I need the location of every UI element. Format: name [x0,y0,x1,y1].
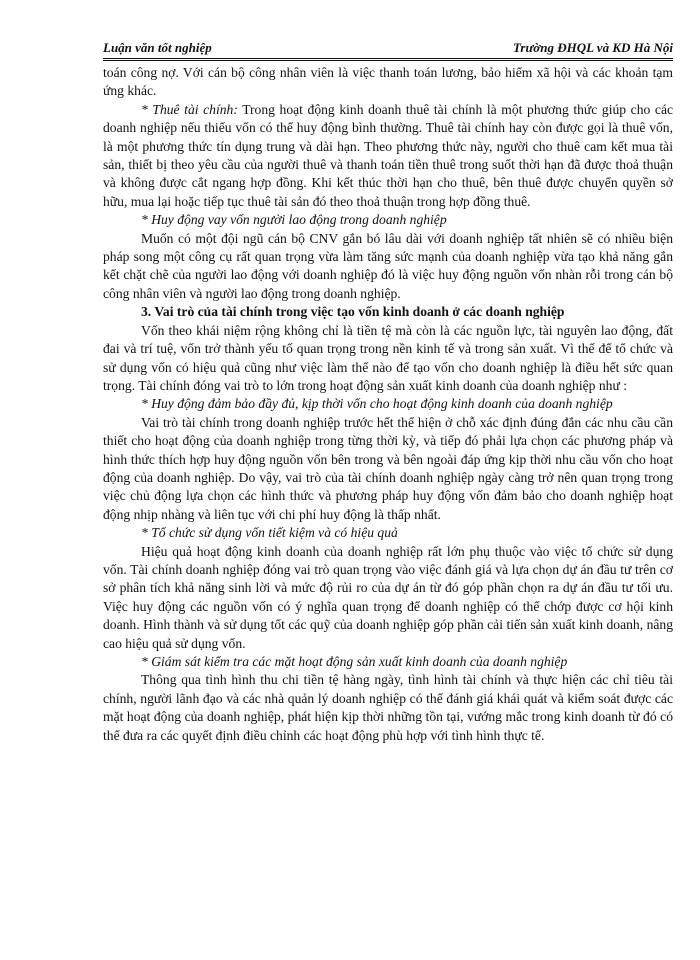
subheading: * Tổ chức sử dụng vốn tiết kiệm và có hiệu quả [141,525,398,541]
paragraph-lead: * Thuê tài chính: [141,101,238,117]
header-title-left: Luận văn tốt nghiệp [103,40,212,55]
paragraph: Muốn có một đội ngũ cán bộ CNV gắn bó lâu dài với doanh nghiệp tất nhiên sẽ có nhiều biện pháp song một công cụ rất quan trọng vừa làm tăng sức mạnh của doanh nghiệp vừa tạo khả năng gắn kết chặt chẽ của người lao động với doanh nghiệp đó là việc huy động nguồn vốn nhàn rỗi trong cán bộ công nhân viên và người lao động trong doanh nghiệp. [103,230,673,301]
paragraph: Vốn theo khái niệm rộng không chỉ là tiền tệ mà còn là các nguồn lực, tài nguyên lao động, đất đai và trí tuệ, vốn trở thành yếu tố quan trọng trong nền kinh tế và trong sản xuất. Vì thế để tổ chức và sử dụng vốn có hiệu quả cũng như việc làm thế nào để tạo vốn cho doanh nghiệp là điều hết sức quan trọng. Tài chính đóng vai trò to lớn trong hoạt động sản xuất kinh doanh của doanh nghiệp như : [103,322,673,393]
subheading: * Huy động đảm bảo đầy đủ, kịp thời vốn cho hoạt động kinh doanh của doanh nghiệp [141,396,613,412]
paragraph-text: Trong hoạt động kinh doanh thuê tài chính là một phương thức giúp cho các doanh nghiệp nếu thiếu vốn có thể huy động bình thường. Thuê tài chính hay còn được gọi là thuê vốn, là một phương thức tín dụng trung và dài hạn. Theo phương thức này, người cho thuê cam kết mua tài sản, thiết bị theo yêu cầu của người thuê và thanh toán tiền thuê trong suốt thời hạn đã được thoả thuận và không được cắt ngang hợp đồng. Khi kết thúc thời hạn cho thuê, bên thuê được chuyển quyền sở hữu, mua lại hoặc tiếp tục thuê tài sản đó theo thoả thuận trong hợp đồng thuê. [103,101,674,209]
document-body [103,64,673,745]
paragraph: toán công nợ. Với cán bộ công nhân viên là việc thanh toán lương, bảo hiểm xã hội và các khoản tạm ứng khác. [103,65,673,99]
header-title-right: Trường ĐHQL và KD Hà Nội [512,40,673,55]
paragraph: Vai trò tài chính trong doanh nghiệp trước hết thể hiện ở chỗ xác định đúng đắn các nhu cầu cần thiết cho hoạt động của doanh nghiệp trong từng thời kỳ, và tiếp đó phải lựa chọn các phương pháp và hình thức thích hợp huy động nguồn vốn bên trong và bên ngoài đáp ứng kịp thời nhu cầu vốn cho hoạt động của doanh nghiệp. Do vậy, vai trò của tài chính doanh nghiệp ngày càng trở nên quan trọng trong việc chủ động lựa chọn các hình thức và phương pháp huy động vốn đảm bảo cho doanh nghiệp hoạt động nhịp nhàng và liên tục với chi phí huy động là thấp nhất. [103,414,673,522]
paragraph: Thông qua tình hình thu chi tiền tệ hàng ngày, tình hình tài chính và thực hiện các chỉ tiêu tài chính, người lãnh đạo và các nhà quản lý doanh nghiệp có thể đánh giá khái quát và kiểm soát được các mặt hoạt động của doanh nghiệp, phát hiện kịp thời những tồn tại, vướng mắc trong kinh doanh từ đó có thể đưa ra các quyết định điều chỉnh các hoạt động phù hợp với tình hình thực tế. [103,672,673,743]
paragraph: Hiệu quả hoạt động kinh doanh của doanh nghiệp rất lớn phụ thuộc vào việc tổ chức sử dụng vốn. Tài chính doanh nghiệp đóng vai trò quan trọng vào việc đánh giá và lựa chọn dự án đầu tư trên cơ sở phân tích khả năng sinh lời và mức độ rủi ro của dự án từ đó góp phần chọn ra dự án đầu tư tối ưu. Việc huy động các nguồn vốn có ý nghĩa quan trọng để doanh nghiệp có thể chớp được cơ hội kinh doanh. Hình thành và sử dụng tốt các quỹ của doanh nghiệp góp phần cải tiến sản xuất kinh doanh, nâng cao hiệu quả sử dụng vốn. [103,543,673,651]
header-divider [103,58,673,61]
paragraph-thue-tai-chinh [103,101,673,211]
page-header [103,40,673,60]
subheading: * Huy động vay vốn người lao động trong doanh nghiệp [141,212,447,228]
subheading: * Giám sát kiểm tra các mặt hoạt động sản xuất kinh doanh của doanh nghiệp [141,654,568,669]
section-heading: 3. Vai trò của tài chính trong việc tạo vốn kinh doanh ở các doanh nghiệp [141,304,565,320]
